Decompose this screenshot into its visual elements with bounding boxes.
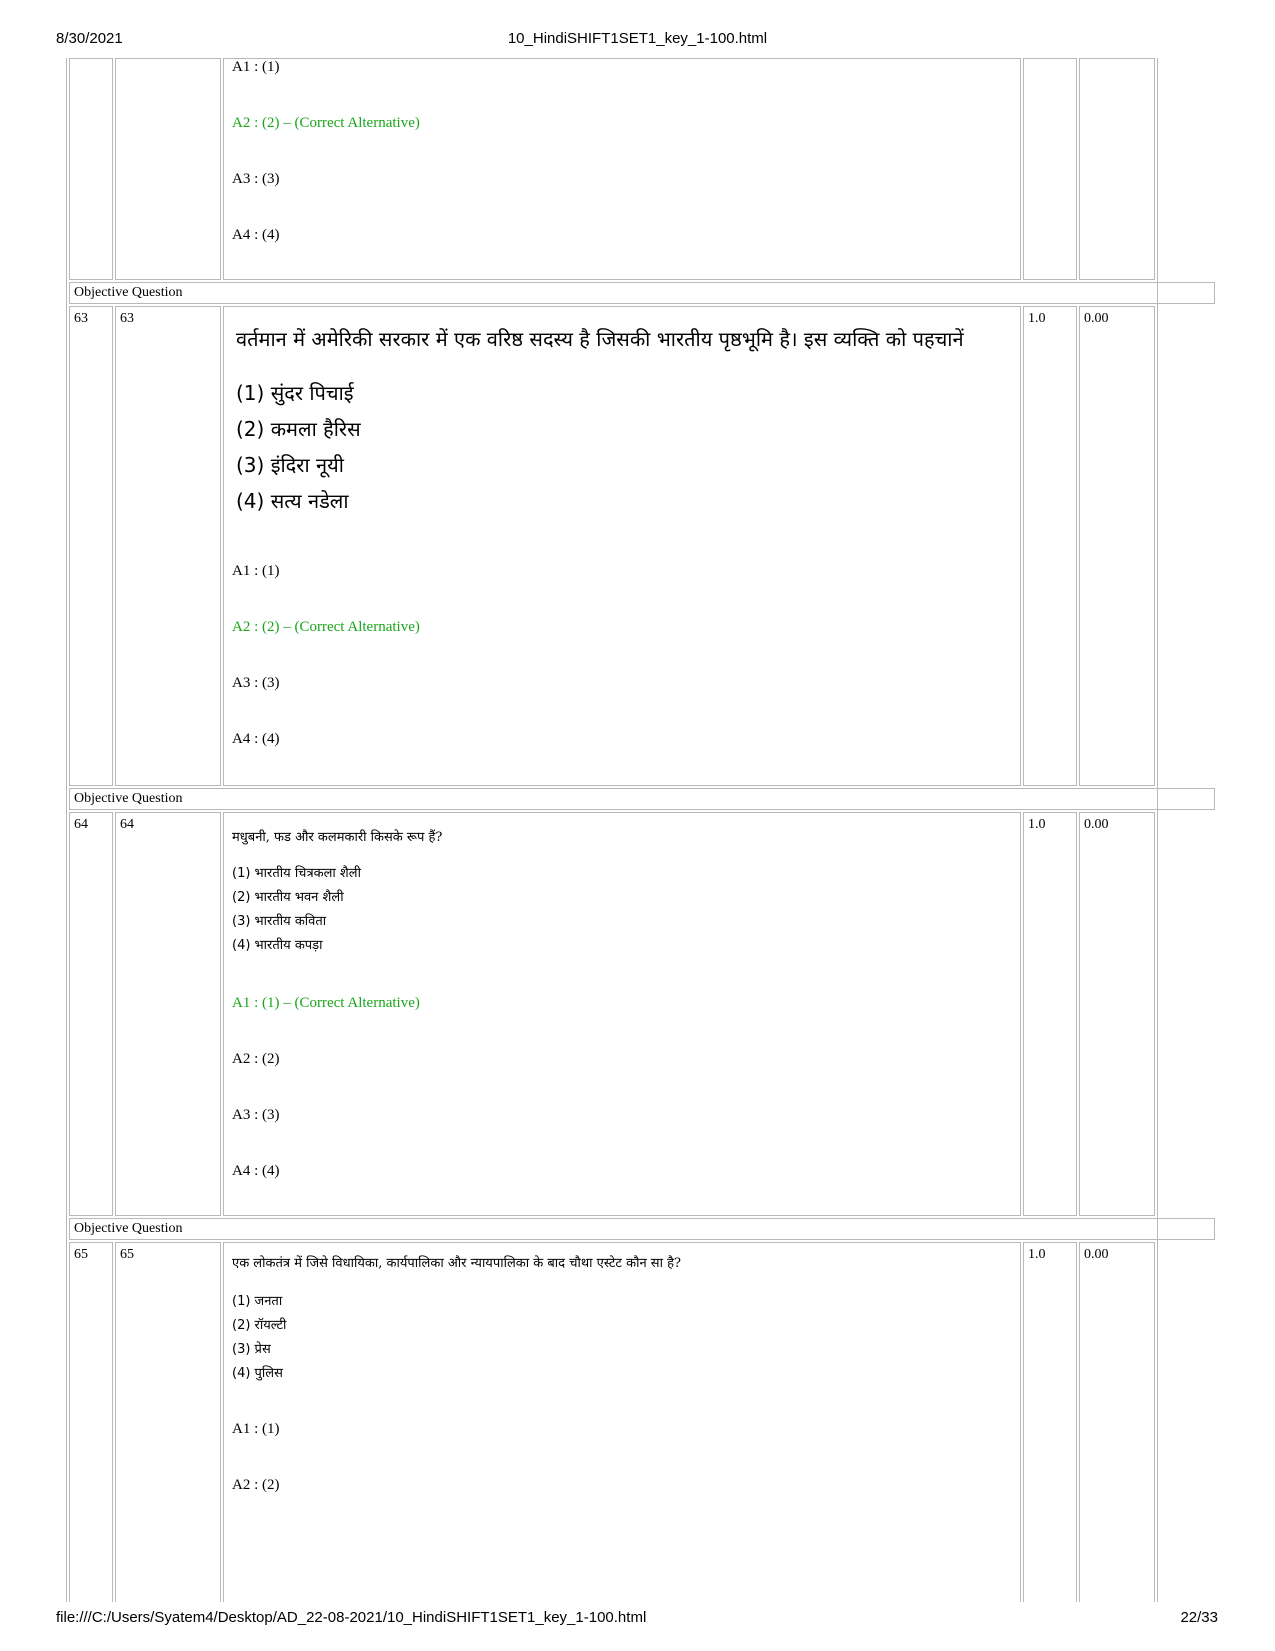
question-id: 64 xyxy=(120,817,134,832)
negative-marks: 0.00 xyxy=(1084,817,1109,832)
option: (1) जनता xyxy=(232,1294,283,1309)
sno-cell xyxy=(69,812,113,1216)
negative-marks-cell xyxy=(1079,306,1155,786)
marks: 1.0 xyxy=(1028,817,1046,832)
serial-number: 64 xyxy=(74,817,88,832)
answer-option: A3 : (3) xyxy=(232,675,280,691)
page-number: 22/33 xyxy=(1180,1609,1218,1626)
question-type-label: Objective Question xyxy=(69,282,1215,304)
qid-cell xyxy=(115,306,221,786)
marks: 1.0 xyxy=(1028,311,1046,326)
negative-marks: 0.00 xyxy=(1084,311,1109,326)
answer-option: A2 : (2) xyxy=(232,1477,280,1493)
option: (1) सुंदर पिचाई xyxy=(236,381,354,405)
option: (2) भारतीय भवन शैली xyxy=(232,890,344,905)
file-path: file:///C:/Users/Syatem4/Desktop/AD_22-08-2021/10_HindiSHIFT1SET1_key_1-100.html xyxy=(56,1609,647,1626)
answer-option: A1 : (1) xyxy=(232,563,280,579)
answer-option: A1 : (1) xyxy=(232,59,280,75)
answer-option: A3 : (3) xyxy=(232,171,280,187)
qid-cell xyxy=(115,58,221,280)
answer-option: A4 : (4) xyxy=(232,227,280,243)
answer-option-correct: A2 : (2) – (Correct Alternative) xyxy=(232,115,420,131)
answer-option: A1 : (1) xyxy=(232,1421,280,1437)
option: (3) भारतीय कविता xyxy=(232,914,327,929)
question-cell xyxy=(223,812,1021,1216)
sno-cell xyxy=(69,306,113,786)
serial-number: 63 xyxy=(74,311,88,326)
option: (2) रॉयल्टी xyxy=(232,1318,287,1333)
negative-marks: 0.00 xyxy=(1084,1247,1109,1262)
option: (4) पुलिस xyxy=(232,1366,283,1381)
answer-option: A2 : (2) xyxy=(232,1051,280,1067)
question-cell xyxy=(223,58,1021,280)
qid-cell xyxy=(115,1242,221,1602)
table-border-right xyxy=(1157,58,1158,1602)
print-footer xyxy=(0,1609,1275,1629)
answer-option-correct: A2 : (2) – (Correct Alternative) xyxy=(232,619,420,635)
marks: 1.0 xyxy=(1028,1247,1046,1262)
answer-option-correct: A1 : (1) – (Correct Alternative) xyxy=(232,995,420,1011)
print-date: 8/30/2021 xyxy=(56,30,123,47)
option: (4) सत्य नडेला xyxy=(236,489,349,513)
option: (3) इंदिरा नूयी xyxy=(236,453,344,477)
print-header xyxy=(0,30,1275,50)
question-cell xyxy=(223,1242,1021,1602)
table-border-left xyxy=(66,58,67,1602)
question-text: वर्तमान में अमेरिकी सरकार में एक वरिष्ठ सदस्य है जिसकी भारतीय पृष्ठभूमि है। इस व्यक्ति को पहचानें xyxy=(236,327,964,351)
sno-cell xyxy=(69,58,113,280)
marks-cell xyxy=(1023,58,1077,280)
question-cell xyxy=(223,306,1021,786)
question-id: 65 xyxy=(120,1247,134,1262)
question-type-label: Objective Question xyxy=(69,788,1215,810)
answer-option: A3 : (3) xyxy=(232,1107,280,1123)
marks-cell xyxy=(1023,812,1077,1216)
answer-option: A4 : (4) xyxy=(232,731,280,747)
option: (2) कमला हैरिस xyxy=(236,417,361,441)
qid-cell xyxy=(115,812,221,1216)
marks-cell xyxy=(1023,1242,1077,1602)
question-id: 63 xyxy=(120,311,134,326)
option: (1) भारतीय चित्रकला शैली xyxy=(232,866,361,881)
negative-marks-cell xyxy=(1079,58,1155,280)
question-type-label: Objective Question xyxy=(69,1218,1215,1240)
marks-cell xyxy=(1023,306,1077,786)
question-text: एक लोकतंत्र में जिसे विधायिका, कार्यपालिका और न्यायपालिका के बाद चौथा एस्टेट कौन सा है? xyxy=(232,1256,681,1271)
option: (3) प्रेस xyxy=(232,1342,271,1357)
question-text: मधुबनी, फड और कलमकारी किसके रूप हैं? xyxy=(232,830,443,845)
option: (4) भारतीय कपड़ा xyxy=(232,938,323,953)
document-title: 10_HindiSHIFT1SET1_key_1-100.html xyxy=(507,30,768,47)
negative-marks-cell xyxy=(1079,1242,1155,1602)
negative-marks-cell xyxy=(1079,812,1155,1216)
answer-option: A4 : (4) xyxy=(232,1163,280,1179)
sno-cell xyxy=(69,1242,113,1602)
serial-number: 65 xyxy=(74,1247,88,1262)
